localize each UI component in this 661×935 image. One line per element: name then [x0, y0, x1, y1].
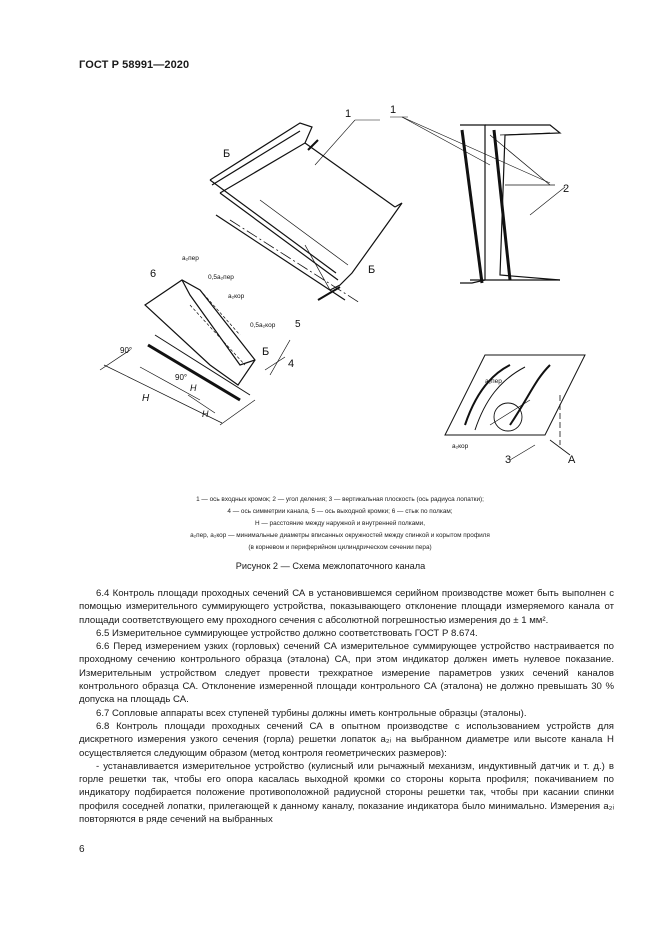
figure-label-6: 6 [150, 268, 157, 280]
paragraph: 6.8 Контроль площади проходных сечений СА в опытном производстве с использованием устройств для дискретного измерения узкого сечения (горла) решетки лопаток a₂ᵢ на выбранном диаметре или высоте канала H осуществляется следующим образом (метод контроля геометрических размеров): [79, 720, 614, 759]
figure-half-kor: 0,5a₂кор [250, 322, 276, 329]
body-text [79, 587, 614, 826]
figure-label-a: А [568, 454, 576, 466]
figure-a2-top: a₂пер [182, 255, 199, 262]
paragraph: 6.5 Измерительное суммирующее устройство должно соответствовать ГОСТ Р 8.674. [96, 627, 478, 639]
paragraph: 6.6 Перед измерением узких (горловых) сечений СА измерительное суммирующее устройство настраивается по проходному сечению контрольного образца (эталона) СА, при этом индикатор должен иметь нулевое показание. Измерительным устройством следует провести трехкратное измерение параметров узких сечений каналов контрольного образца СА. Отклонение измеренной площади контрольного СА (эталона) не должно превышать 30 % допуска на площадь СА. [79, 641, 614, 706]
figure-label-b3: Б [262, 346, 270, 358]
blade-channel-drawing [210, 123, 402, 303]
page-number: 6 [79, 844, 85, 855]
legend-line: a₂пер, a₂кор — минимальные диаметры вписанных окружностей между спинкой и корытом профиля [190, 532, 490, 539]
legend-line: H — расстояние между наружной и внутренней полками, [254, 520, 426, 527]
figure-dim-h5: H [202, 409, 209, 419]
paragraph: 6.4 Контроль площади проходных сечений СА в установившемся серийном производстве может быть выполнен с помощью измерительного суммирующего устройства, показывающего отклонение площади измеряемого канала от площади соответствующего ему проходного сечения с абсолютной погрешностью измерения до ± 1 мм². [79, 588, 614, 626]
figure-label-3: 3 [505, 454, 512, 466]
figure-caption: Рисунок 2 — Схема межлопаточного канала [235, 561, 426, 571]
legend-line: (в корневом и периферийном цилиндрическом сечении пера) [248, 544, 432, 551]
figure-label-1b: 1 [390, 104, 397, 116]
figure-label-2: 2 [563, 183, 570, 195]
figure-label-1a: 1 [345, 108, 352, 120]
blade-side-drawing [460, 125, 560, 283]
figure-half-per: 0,5a₂пер [208, 274, 234, 281]
figure-legend [120, 494, 560, 554]
figure-angle-1: 90° [120, 346, 133, 355]
legend-line: 4 — ось симметрии канала, 5 — ось выходной кромки; 6 — стык по полкам; [227, 508, 453, 515]
figure-a2-kor-right: a₂кор [452, 443, 469, 450]
figure-label-4: 4 [288, 358, 295, 370]
figure-label-b1: Б [223, 148, 231, 160]
channel-scheme-figure [90, 95, 600, 475]
legend-line: 1 — ось входных кромок; 2 — угол деления; 3 — вертикальная плоскость (ось радиуса лопатки); [196, 496, 484, 503]
paragraph: - устанавливается измерительное устройство (кулисный или рычажный механизм, индуктивный датчик и т. д.) в горле решетки так, чтобы его опора касалась выходной кромки со стороны корыта профиля; покачиванием по индикатору подбирается положение противоположной радиусной стороны решетки так, чтобы при касании спинки профиля соседней лопатки, прилегающей к данному каналу, показание индикатора было минимально. Измерения a₂ᵢ повторяются в ряде сечений на выбранных [79, 760, 614, 826]
figure-label-b2: Б [368, 264, 376, 276]
paragraph: 6.7 Сопловые аппараты всех ступеней турбины должны иметь контрольные образцы (эталоны). [96, 707, 527, 719]
figure-dim-h: H [142, 393, 150, 404]
plane-section-drawing [445, 355, 585, 455]
figure-a2-per-right: a₂пер [485, 378, 502, 385]
figure-label-5: 5 [295, 319, 301, 330]
figure-a2-kor: a₂кор [228, 293, 245, 300]
document-header: ГОСТ Р 58991—2020 [79, 59, 190, 71]
figure-angle-2: 90° [175, 373, 188, 382]
figure-dim-h1: H [190, 383, 197, 393]
